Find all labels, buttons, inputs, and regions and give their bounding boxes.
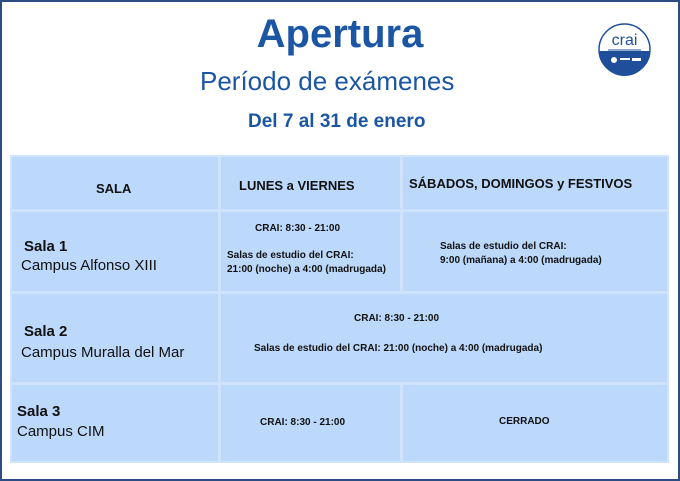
table-row-sala-2 — [12, 294, 218, 382]
header-cell-sala — [12, 157, 218, 209]
campus-name: Campus Muralla del Mar — [21, 344, 185, 361]
header-cell-weekends — [403, 157, 667, 209]
column-header-sala: SALA — [96, 181, 132, 196]
table-row-sala-3 — [12, 385, 218, 461]
campus-name: Campus CIM — [17, 423, 105, 440]
crai-hours: CRAI: 8:30 - 21:00 — [354, 313, 440, 324]
weekend-hours-sala-3 — [403, 385, 667, 461]
date-range: Del 7 al 31 de enero — [248, 111, 426, 132]
header-cell-weekdays — [221, 157, 400, 209]
weekday-hours-sala-3 — [221, 385, 400, 461]
crai-hours: CRAI: 8:30 - 21:00 — [260, 417, 346, 428]
weekend-hours-sala-1 — [403, 212, 667, 291]
study-rooms-label: Salas de estudio del CRAI: — [440, 241, 567, 252]
study-rooms-hours: 21:00 (noche) a 4:00 (madrugada) — [227, 264, 386, 275]
crai-hours: CRAI: 8:30 - 21:00 — [255, 223, 341, 234]
crai-logo — [598, 23, 651, 76]
table-row-sala-1 — [12, 212, 218, 291]
logo-text: crai — [611, 32, 638, 49]
column-header-weekdays: LUNES a VIERNES — [239, 178, 355, 193]
room-name: Sala 1 — [24, 238, 68, 255]
study-rooms-hours: 9:00 (mañana) a 4:00 (madrugada) — [440, 255, 602, 266]
room-name: Sala 3 — [17, 403, 61, 420]
closed-status: CERRADO — [499, 416, 550, 427]
all-days-hours-sala-2 — [221, 294, 667, 382]
page-title: Apertura — [256, 12, 424, 56]
study-rooms-hours: Salas de estudio del CRAI: 21:00 (noche) a 4:00 (madrugada) — [254, 343, 543, 354]
schedule-table — [10, 155, 669, 463]
column-header-weekends: SÁBADOS, DOMINGOS y FESTIVOS — [409, 176, 633, 191]
room-name: Sala 2 — [24, 323, 68, 340]
campus-name: Campus Alfonso XIII — [21, 257, 157, 274]
page-subtitle: Período de exámenes — [200, 66, 455, 96]
weekday-hours-sala-1 — [221, 212, 400, 291]
study-rooms-label: Salas de estudio del CRAI: — [227, 250, 354, 261]
